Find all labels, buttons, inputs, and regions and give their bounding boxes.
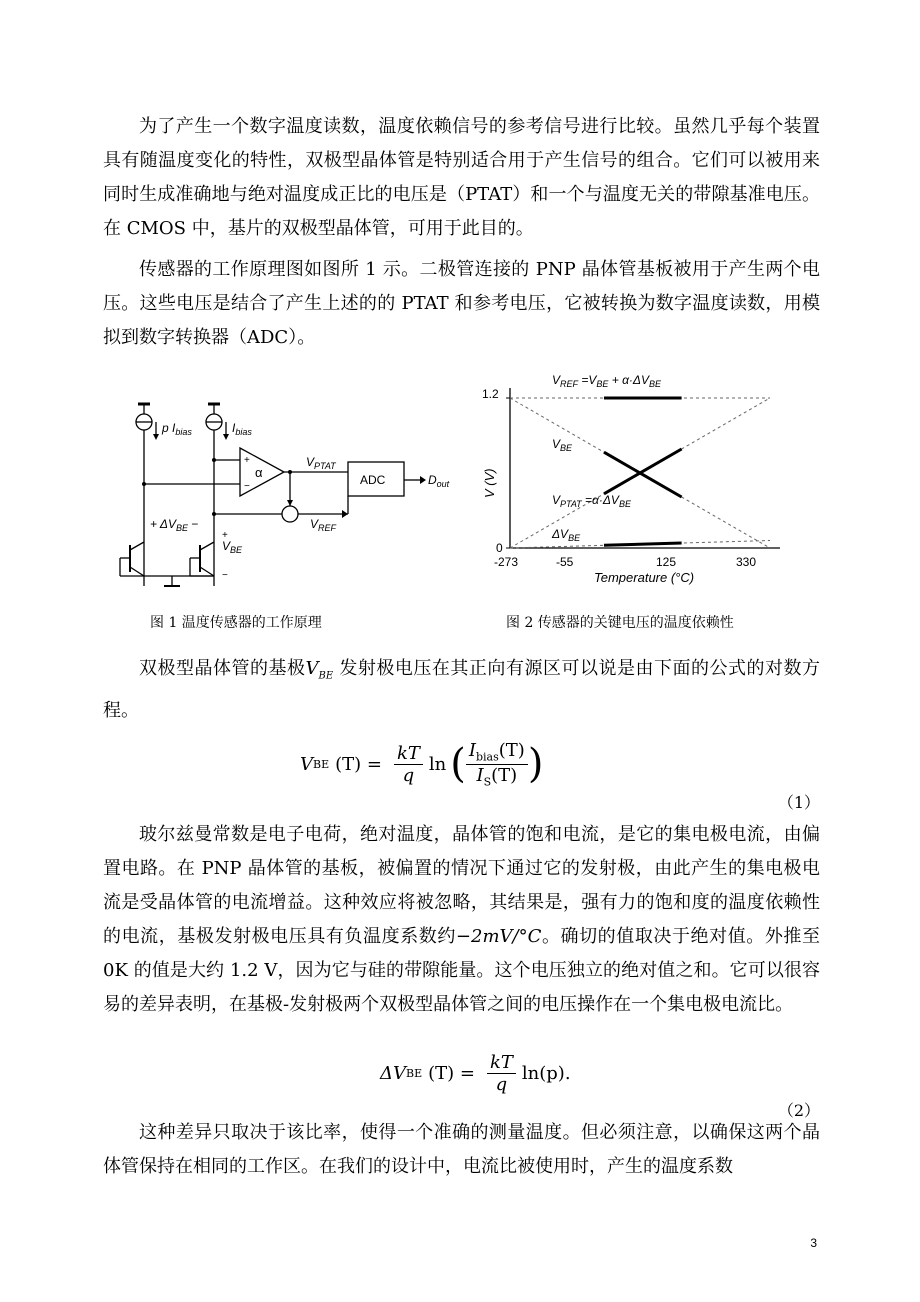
svg-text:+: +: [222, 530, 228, 541]
opamp-plus: +: [244, 455, 250, 466]
inline-temp-coeff: −2mV/°C: [455, 926, 542, 947]
svg-text:Dout: $D_{out}$: [428, 473, 450, 489]
svg-text:−: −: [222, 570, 228, 581]
paragraph-principle: 传感器的工作原理图如图所 1 示。二极管连接的 PNP 晶体管基板被用于产生两个电压。这些电压是结合了产生上述的的 PTAT 和参考电压，它被转换为数字温度读数，用模拟到数字转换器（ADC）。: [103, 259, 820, 348]
label-vref: V: [310, 517, 319, 531]
xtick-55: -55: [556, 555, 574, 569]
paragraph-intro: 为了产生一个数字温度读数，温度依赖信号的参考信号进行比较。虽然几乎每个装置具有随温度变化的特性，双极型晶体管是特别适合用于产生信号的组合。它们可以被用来同时生成准确地与绝对温度成正比的电压是（PTAT）和一个与温度无关的带隙基准电压。在 CMOS 中，基片的双极型晶体管，可用于此目的。: [103, 116, 820, 239]
label-vptat: V: [306, 455, 315, 469]
label-dvbe-chart: ΔV: [552, 527, 569, 541]
svg-text:VPTAT =α·ΔVBE: $V_{PTAT} =\alpha\cdot\Delta V_{BE}$: [552, 493, 631, 509]
figure1-caption: 图 1 温度传感器的工作原理: [150, 615, 322, 631]
label-vref-eq: V: [552, 373, 561, 387]
paragraph-ratio: 这种差异只取决于该比率，使得一个准确的测量温度。但必须注意，以确保这两个晶体管保持在相同的工作区。在我们的设计中，电流比被使用时，产生的温度系数: [103, 1122, 820, 1177]
svg-text:+ ΔVBE −: + $\Delta V_{BE}$ −: [150, 517, 199, 533]
page-number: 3: [810, 1236, 817, 1250]
label-vbe: V: [222, 539, 231, 553]
series-3-solid: [604, 543, 682, 545]
figure2-chart: [480, 368, 800, 598]
label-dout: D: [428, 473, 437, 487]
x-axis-label: Temperature (°C): [594, 570, 695, 585]
svg-text:ΔVBE: $\Delta V_{BE}$: [552, 527, 581, 543]
series-2-solid: [604, 449, 682, 494]
opamp-minus: −: [244, 481, 250, 492]
opamp-alpha: α: [255, 465, 263, 480]
figure2-caption: 图 2 传感器的关键电压的温度依赖性: [506, 615, 734, 631]
svg-text:p Ibias: p $I_{bias}$: [162, 421, 192, 437]
svg-text:VREF =VBE + α·ΔVBE: $V_{REF} =V_{BE} + \alpha\cdot\Delta V_{BE}$: [552, 373, 661, 389]
label-vbe-chart: V: [552, 437, 561, 451]
y-axis-label: V (V): [482, 468, 497, 498]
paragraph-boltzmann: 玻尔兹曼常数是电子电荷，绝对温度，晶体管的饱和电流，是它的集电极电流，由偏置电路。在 PNP 晶体管的基板，被偏置的情况下通过它的发射极，由此产生的集电极电流是受晶体管的电流增益。这种效应将被忽略，其结果是，强有力的饱和度的温度依赖性的电流，基极发射极电压具有负温度系数约−2mV/°C。确切的值取决于绝对值。外推至 0K 的值是大约 1.2 V，因为它与硅的带隙能量。这个电压独立的绝对值之和。它可以很容易的差异表明，在基极-发射极两个双极型晶体管之间的电压操作在一个集电极电流比。: [103, 824, 820, 1015]
label-dvbe: + ΔV: [150, 517, 176, 531]
xtick-125: 125: [656, 555, 677, 569]
series-1-solid: [604, 452, 682, 497]
xtick-273: -273: [494, 555, 519, 569]
label-vptat-chart: V: [552, 493, 561, 507]
equation-2-number: （2）: [777, 1101, 820, 1120]
svg-text:VREF: $V_{REF}$: [310, 517, 337, 533]
svg-text:Ibias: $I_{bias}$: [232, 421, 252, 437]
label-ibias: I: [232, 421, 236, 435]
label-p: p: [162, 421, 169, 435]
figure1-circuit: [110, 400, 470, 600]
adc-label: ADC: [360, 473, 386, 487]
svg-text:VPTAT: $V_{PTAT}$: [306, 455, 336, 471]
svg-text:VBE: $V_{BE}$: [552, 437, 573, 453]
xtick-330: 330: [736, 555, 757, 569]
equation-1: V BE (T) = $\frac{kT}{q}$ ln ( $I_{bias}(T)$ $I_S(T)$ ): [300, 740, 544, 789]
equation-1-number: （1）: [777, 793, 820, 812]
svg-text:VBE: $V_{BE}$: [222, 539, 243, 555]
equation-2: ΔV BE (T) = $\frac{kT}{q}$ ln(p).: [380, 1052, 571, 1095]
paragraph-vbe: 双极型晶体管的基极$V_{BE}$ 发射极电压在其正向有源区可以说是由下面的公式的对数方程。: [103, 658, 820, 721]
ytick-0: 0: [496, 541, 503, 555]
inline-vbe: $V_{BE}$: [305, 658, 334, 682]
ytick-1-2: 1.2: [482, 387, 499, 401]
